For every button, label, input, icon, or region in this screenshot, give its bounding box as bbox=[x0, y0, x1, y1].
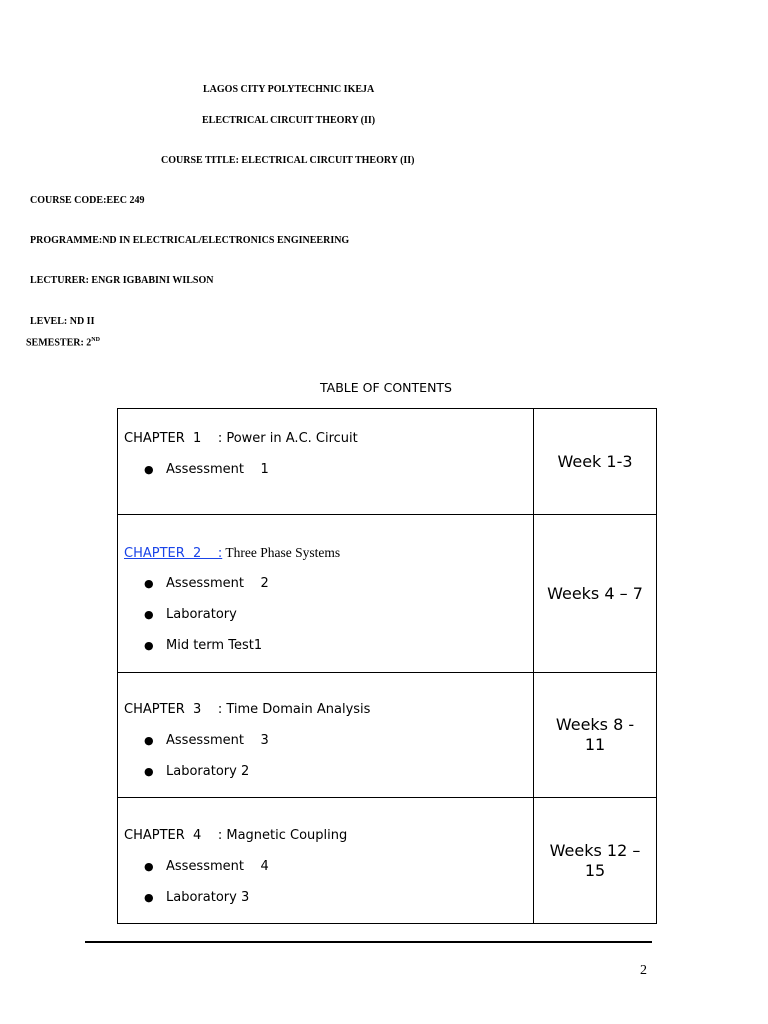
chapter-3-label: CHAPTER 3 : Time Domain Analysis bbox=[124, 702, 371, 717]
toc-row-chapter-4 bbox=[118, 798, 657, 924]
toc-title: TABLE OF CONTENTS bbox=[319, 380, 452, 395]
chapter-2-label bbox=[124, 537, 533, 568]
chapter-cell bbox=[118, 798, 534, 924]
chapter-4-weeks-line2: 15 bbox=[584, 860, 606, 880]
semester bbox=[26, 337, 100, 348]
chapter-3-weeks-line2: 11 bbox=[584, 735, 606, 754]
list-item bbox=[118, 851, 533, 882]
item-text: Assessment 3 bbox=[166, 733, 269, 748]
item-text: Assessment 4 bbox=[166, 859, 269, 874]
chapter-cell bbox=[118, 515, 534, 673]
subject-heading: ELECTRICAL CIRCUIT THEORY (II) bbox=[202, 115, 376, 126]
institution-name: LAGOS CITY POLYTECHNIC IKEJA bbox=[203, 84, 375, 95]
bullet-icon: ● bbox=[144, 608, 154, 621]
lecturer: LECTURER: ENGR IGBABINI WILSON bbox=[30, 275, 214, 286]
weeks-cell bbox=[534, 673, 657, 798]
bullet-icon: ● bbox=[144, 577, 154, 590]
weeks-cell bbox=[534, 409, 657, 515]
list-item bbox=[118, 568, 533, 599]
bullet-icon: ● bbox=[144, 765, 154, 778]
semester-text: SEMESTER: 2 bbox=[26, 337, 92, 349]
toc-row-chapter-2 bbox=[118, 515, 657, 673]
item-text: Laboratory bbox=[166, 607, 237, 622]
toc-table bbox=[117, 408, 657, 924]
item-text: Mid term Test1 bbox=[166, 638, 263, 653]
chapter-1-weeks: Week 1-3 bbox=[557, 451, 633, 471]
chapter-3-items bbox=[118, 725, 533, 787]
chapter-4-items bbox=[118, 851, 533, 913]
level: LEVEL: ND II bbox=[30, 316, 95, 327]
chapter-2-weeks: Weeks 4 – 7 bbox=[547, 583, 643, 603]
bullet-icon: ● bbox=[144, 860, 154, 873]
item-text: Laboratory 3 bbox=[166, 890, 250, 905]
item-text: Assessment 1 bbox=[166, 462, 269, 477]
list-item bbox=[118, 599, 533, 630]
list-item bbox=[118, 725, 533, 756]
item-text: Laboratory 2 bbox=[166, 764, 250, 779]
list-item bbox=[118, 882, 533, 913]
toc-row-chapter-1 bbox=[118, 409, 657, 515]
list-item bbox=[118, 454, 533, 485]
chapter-1-label: CHAPTER 1 : Power in A.C. Circuit bbox=[124, 431, 358, 446]
chapter-cell bbox=[118, 673, 534, 798]
bullet-icon: ● bbox=[144, 891, 154, 904]
chapter-4-weeks-line1: Weeks 12 – bbox=[549, 840, 641, 860]
semester-suffix: ND bbox=[91, 337, 100, 343]
course-code: COURSE CODE:EEC 249 bbox=[30, 195, 145, 206]
chapter-2-link[interactable]: CHAPTER 2 : bbox=[124, 546, 223, 561]
course-title: COURSE TITLE: ELECTRICAL CIRCUIT THEORY (II) bbox=[161, 155, 415, 166]
chapter-4-label: CHAPTER 4 : Magnetic Coupling bbox=[124, 828, 348, 843]
list-item bbox=[118, 756, 533, 787]
footer-divider bbox=[85, 941, 652, 943]
chapter-cell bbox=[118, 409, 534, 515]
chapter-2-title: Three Phase Systems bbox=[222, 545, 341, 560]
page-number: 2 bbox=[640, 963, 647, 978]
weeks-cell bbox=[534, 515, 657, 673]
programme: PROGRAMME:ND IN ELECTRICAL/ELECTRONICS ENGINEERING bbox=[30, 235, 350, 246]
chapter-2-items bbox=[118, 568, 533, 661]
toc-row-chapter-3 bbox=[118, 673, 657, 798]
chapter-1-items bbox=[118, 454, 533, 485]
bullet-icon: ● bbox=[144, 639, 154, 652]
item-text: Assessment 2 bbox=[166, 576, 269, 591]
chapter-3-weeks-line1: Weeks 8 - bbox=[555, 715, 635, 734]
bullet-icon: ● bbox=[144, 463, 154, 476]
bullet-icon: ● bbox=[144, 734, 154, 747]
list-item bbox=[118, 630, 533, 661]
weeks-cell bbox=[534, 798, 657, 924]
